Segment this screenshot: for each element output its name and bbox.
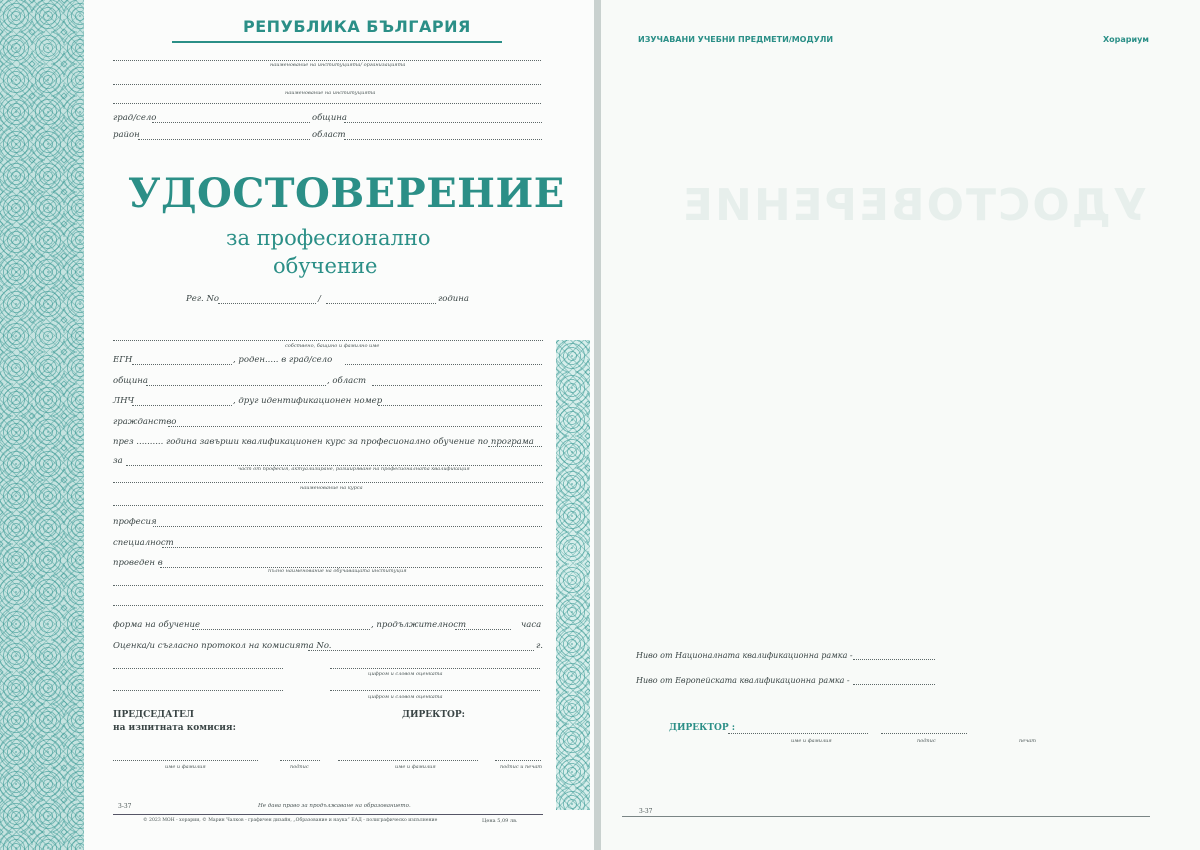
grade2-line-right (330, 690, 540, 691)
egn-label: ЕГН (113, 355, 133, 365)
certificate-title: УДОСТОВЕРЕНИЕ (128, 170, 565, 217)
region-label: област (312, 130, 346, 140)
institution-line-3 (113, 103, 541, 104)
duration-line (455, 629, 511, 630)
sig-name1-line (113, 760, 258, 761)
reg-date-line (326, 303, 436, 304)
director-label-left: ДИРЕКТОР: (402, 710, 465, 720)
region2-line (372, 385, 542, 386)
duration-label: , продължителност (371, 620, 467, 630)
right-footer-rule (622, 816, 1150, 817)
guilloche-border (0, 0, 84, 850)
grade1-caption: цифром и словом оценката (368, 671, 443, 677)
municipality-label: община (312, 113, 347, 123)
citizenship-label: гражданство (113, 417, 177, 427)
for-label: за (113, 456, 123, 466)
reg-suffix: година (438, 294, 469, 304)
course-name-line (113, 482, 543, 483)
city-line (152, 122, 310, 123)
municipality2-label: община (113, 376, 148, 386)
region-line (344, 139, 542, 140)
reg-number-line (218, 303, 316, 304)
form-code-right: 3-37 (639, 808, 653, 815)
hours-header: Хорариум (1103, 35, 1149, 44)
lnch-label: ЛНЧ (113, 396, 135, 406)
grade1-line-left (113, 668, 283, 669)
municipality2-line (146, 385, 326, 386)
blank-line-1 (113, 505, 543, 506)
form-label: форма на обучение (113, 620, 201, 630)
municipality-line (344, 122, 542, 123)
director-label-right: ДИРЕКТОР : (669, 723, 736, 733)
chair-label-1: ПРЕДСЕДАТЕЛ (113, 710, 194, 720)
certificate-front-page (0, 0, 595, 850)
price-label: Цена 5,09 лв. (482, 818, 518, 824)
certificate-subtitle-1: за професионално (226, 226, 431, 250)
specialty-label: специалност (113, 538, 174, 548)
sig-name2-caption: име и фамилия (395, 764, 436, 770)
page-gutter (594, 0, 601, 850)
ghost-title: УДОСТОВЕРЕНИЕ (681, 180, 1147, 231)
district-label: район (113, 130, 140, 140)
specialty-line (162, 547, 542, 548)
hours-label: часа (521, 620, 542, 630)
director-sign-line (881, 733, 967, 734)
grade-line (308, 650, 534, 651)
sig-sign2-line (495, 760, 541, 761)
reg-separator: / (318, 294, 321, 304)
grade2-caption: цифром и словом оценката (368, 694, 443, 700)
held-label: проведен в (113, 558, 163, 568)
grade2-line-left (113, 690, 283, 691)
footer-copyright: © 2023 МОН - хорарии, © Марин Чалков - графичен дизайн, „Образование и наука“ ЕАД - полиграфическо изпълнение (143, 818, 438, 823)
course-line (488, 446, 542, 447)
sig-name2-line (338, 760, 478, 761)
security-strip (556, 340, 590, 810)
institution-line-2 (113, 84, 541, 85)
nqf-line (853, 659, 935, 660)
footer-rule (113, 814, 543, 815)
republic-heading: РЕПУБЛИКА БЪЛГАРИЯ (243, 17, 471, 36)
fullname-line (113, 340, 543, 341)
certificate-back-page (601, 0, 1200, 850)
chair-label-2: на изпитната комисия: (113, 723, 236, 733)
sig-sign1-line (280, 760, 320, 761)
reg-prefix: Рег. No (186, 294, 220, 304)
institution-kind-line (113, 60, 541, 61)
born-line (345, 364, 542, 365)
grade-label: Оценка/и съгласно протокол на комисията No. (113, 641, 332, 651)
region2-label: , област (327, 376, 367, 386)
part-caption: част от професия, актуализиране, разширяване на професионалната квалификация (238, 466, 470, 472)
city-label: град/село (113, 113, 157, 123)
blank-line-3 (113, 605, 543, 606)
director-sign-caption: подпис (917, 738, 936, 744)
course-caption: наименование на курса (300, 485, 363, 491)
grade1-line-right (330, 668, 540, 669)
profession-label: професия (113, 517, 157, 527)
blank-line-2 (113, 585, 543, 586)
institution-name-caption: наименование на институцията (285, 90, 376, 96)
director-name-caption: име и фамилия (791, 738, 832, 744)
institution-kind-caption: наименование на институцията/ организацията (270, 62, 406, 68)
other-id-label: , друг идентификационен номер (233, 396, 383, 406)
director-seal-caption: печат (1019, 738, 1037, 744)
heading-rule (172, 41, 502, 43)
org-full-caption: пълно наименование на обучаващата институция (268, 568, 407, 574)
profession-line (153, 526, 542, 527)
egn-line (132, 364, 232, 365)
fullname-caption: собствено, бащино и фамилно име (285, 343, 380, 349)
sig-sign2-caption: подпис и печат (500, 764, 543, 770)
no-right-note: Не дава право за продължаване на образованието. (258, 803, 411, 809)
sig-name1-caption: име и фамилия (165, 764, 206, 770)
director-name-line (728, 733, 868, 734)
form-line (192, 629, 370, 630)
district-line (138, 139, 310, 140)
sig-sign1-caption: подпис (290, 764, 309, 770)
form-code-left: 3-37 (118, 803, 132, 810)
eqf-line (853, 684, 935, 685)
certificate-subtitle-2: обучение (273, 254, 378, 278)
grade-end: г. (536, 641, 543, 651)
course-text: през .......... година завърши квалификационен курс за професионално обучение по програма (113, 437, 534, 447)
lnch-line (132, 405, 232, 406)
other-id-line (378, 405, 542, 406)
born-label: , роден..... в град/село (233, 355, 333, 365)
nqf-label: Ниво от Националната квалификационна рамка - (636, 651, 853, 660)
eqf-label: Ниво от Европейската квалификационна рамка - (636, 676, 850, 685)
subjects-header: ИЗУЧАВАНИ УЧЕБНИ ПРЕДМЕТИ/МОДУЛИ (638, 35, 834, 44)
citizenship-line (168, 426, 542, 427)
